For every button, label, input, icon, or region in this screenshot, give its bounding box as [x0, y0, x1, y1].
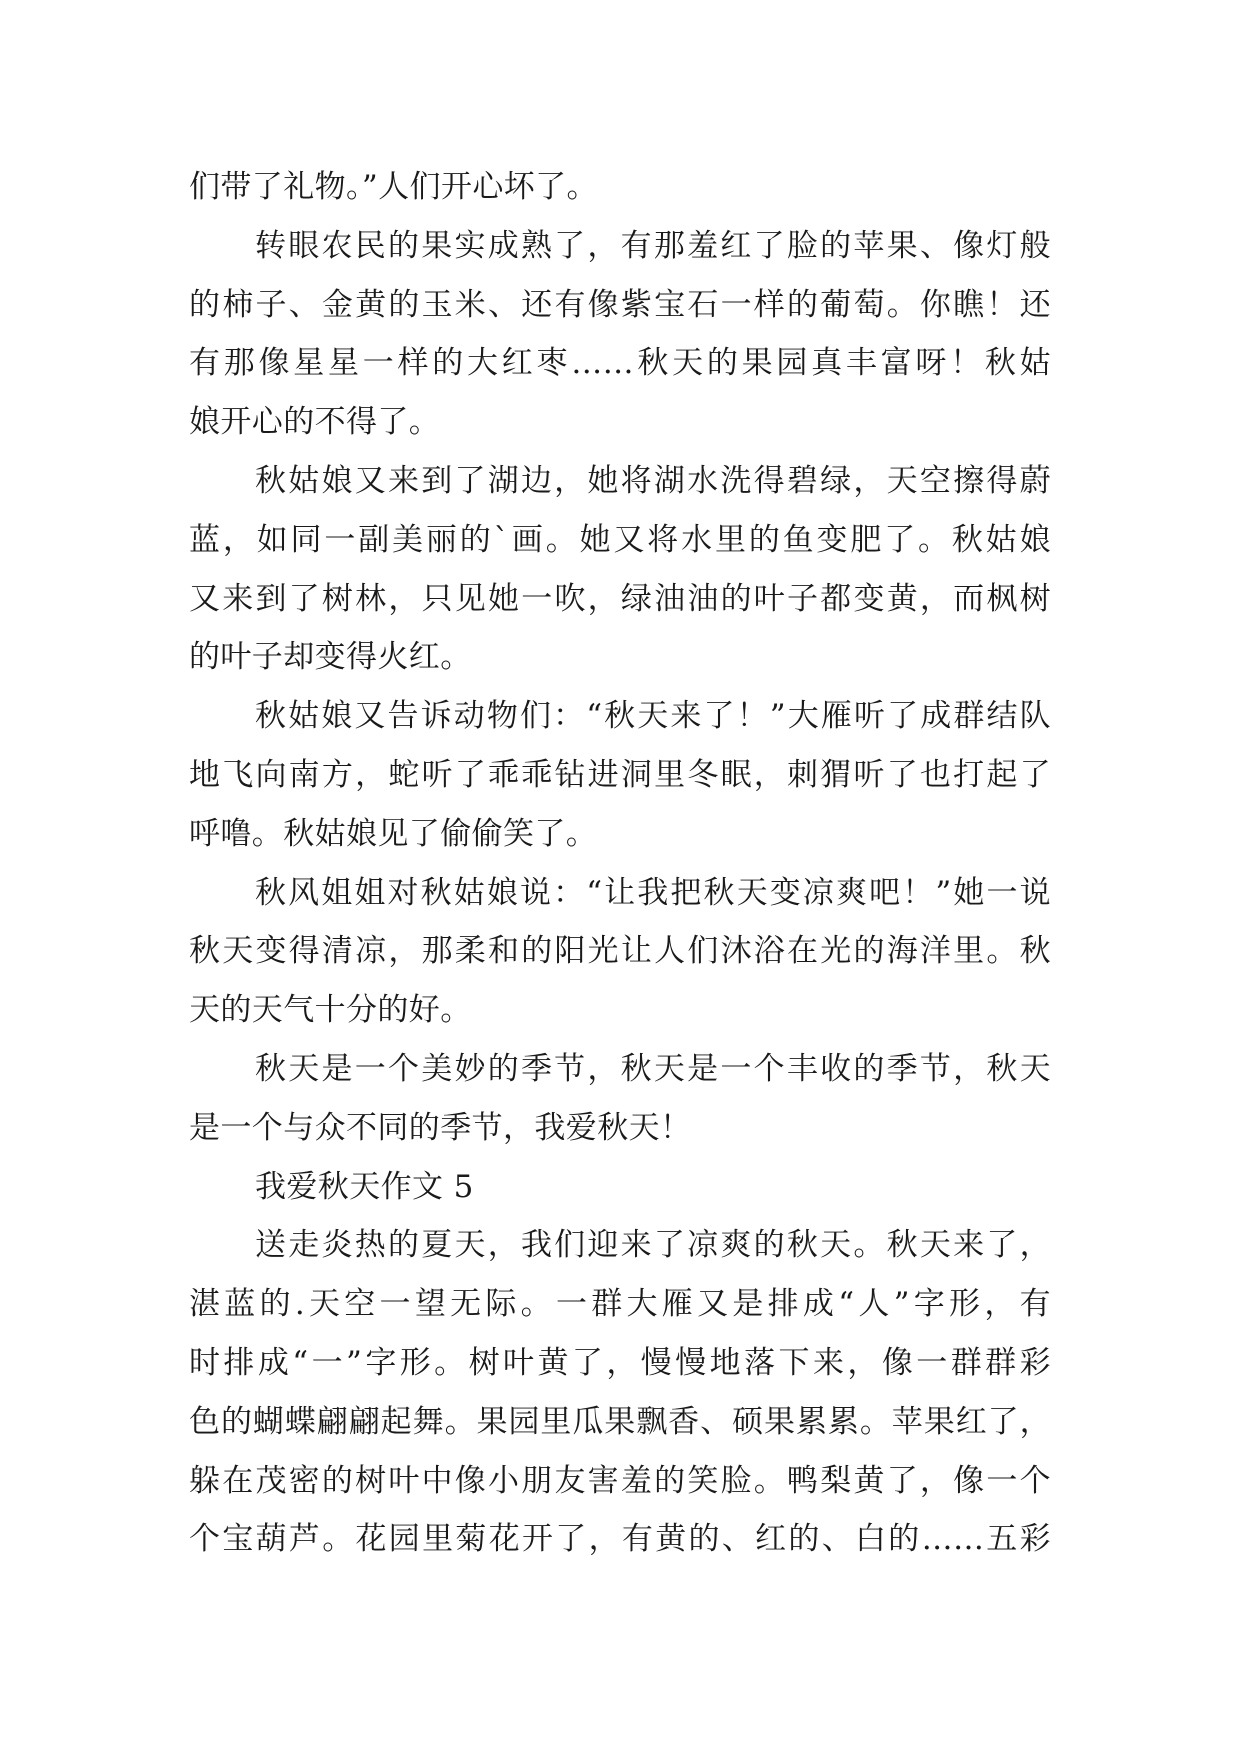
text-line: 地飞向南方，蛇听了乖乖钻进洞里冬眠，刺猬听了也打起了	[189, 756, 1051, 793]
text-line: 秋天变得清凉，那柔和的阳光让人们沐浴在光的海洋里。秋	[189, 933, 1051, 970]
text-line: 呼噜。秋姑娘见了偷偷笑了。	[189, 815, 598, 852]
paragraph-first-line: 转眼农民的果实成熟了，有那羞红了脸的苹果、像灯般	[255, 227, 1051, 264]
paragraph-first-line: 送走炎热的夏天，我们迎来了凉爽的秋天。秋天来了，	[255, 1227, 1051, 1264]
text-line: 蓝，如同一副美丽的`画。她又将水里的鱼变肥了。秋姑娘	[189, 521, 1051, 558]
text-line: 娘开心的不得了。	[189, 404, 441, 441]
section-heading: 我爱秋天作文 5	[255, 1168, 474, 1205]
text-line: 有那像星星一样的大红枣……秋天的果园真丰富呀！秋姑	[189, 345, 1051, 382]
text-line: 时排成“一”字形。树叶黄了，慢慢地落下来，像一群群彩	[189, 1344, 1051, 1381]
text-line: 天的天气十分的好。	[189, 992, 472, 1029]
text-line: 们带了礼物。”人们开心坏了。	[189, 169, 598, 205]
text-line: 湛蓝的.天空一望无际。一群大雁又是排成“人”字形，有	[189, 1286, 1051, 1323]
text-line: 色的蝴蝶翩翩起舞。果园里瓜果飘香、硕果累累。苹果红了，	[189, 1403, 1051, 1440]
text-line: 的叶子却变得火红。	[189, 639, 472, 676]
text-line: 躲在茂密的树叶中像小朋友害羞的笑脸。鸭梨黄了，像一个	[189, 1462, 1051, 1499]
text-line: 又来到了树林，只见她一吹，绿油油的叶子都变黄，而枫树	[189, 580, 1051, 617]
text-line: 是一个与众不同的季节，我爱秋天！	[189, 1109, 692, 1146]
text-line: 的柿子、金黄的玉米、还有像紫宝石一样的葡萄。你瞧！还	[189, 286, 1051, 323]
paragraph-first-line: 秋风姐姐对秋姑娘说：“让我把秋天变凉爽吧！”她一说	[255, 874, 1051, 911]
paragraph-first-line: 秋天是一个美妙的季节，秋天是一个丰收的季节，秋天	[255, 1050, 1051, 1087]
paragraph-first-line: 秋姑娘又告诉动物们：“秋天来了！”大雁听了成群结队	[255, 698, 1051, 735]
essay-text	[189, 158, 1051, 1569]
paragraph-first-line: 秋姑娘又来到了湖边，她将湖水洗得碧绿，天空擦得蔚	[255, 462, 1051, 499]
text-line: 个宝葫芦。花园里菊花开了，有黄的、红的、白的……五彩	[189, 1521, 1051, 1558]
